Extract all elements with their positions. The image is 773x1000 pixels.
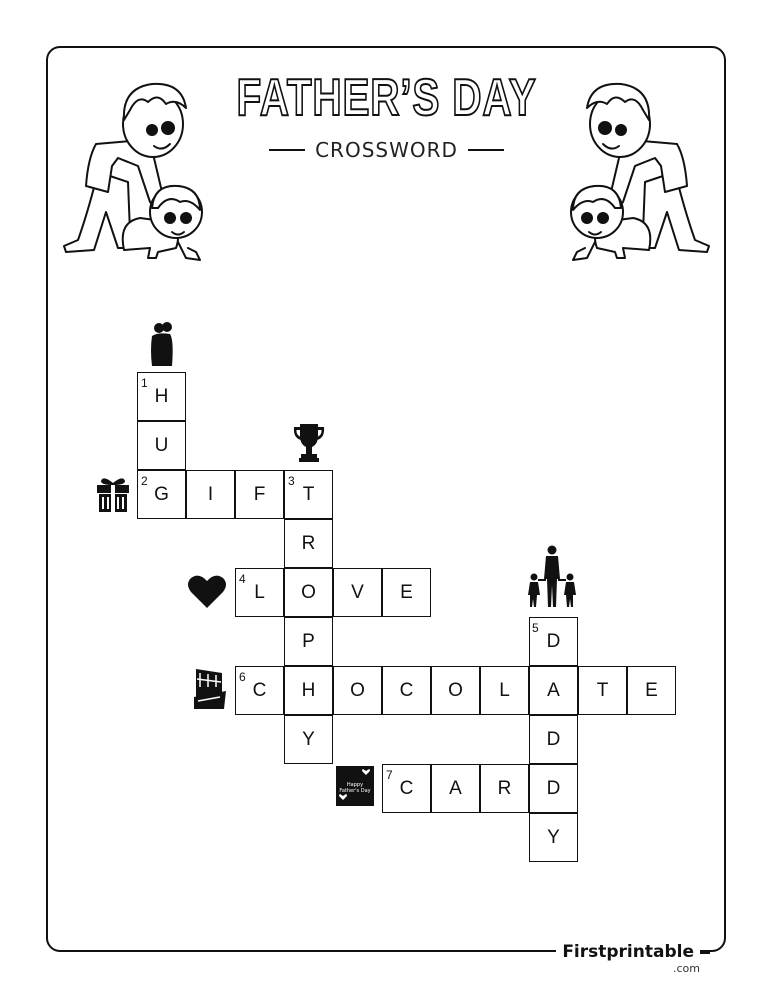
chocolate-bar-icon xyxy=(192,667,228,711)
clue-number: 6 xyxy=(239,670,246,684)
crossword-cell: V xyxy=(333,568,382,617)
brand-suffix: .com xyxy=(673,962,700,975)
gift-box-icon xyxy=(95,475,131,513)
subtitle-row xyxy=(0,138,773,162)
crossword-cell: D xyxy=(529,617,578,666)
page-subtitle: CROSSWORD xyxy=(315,138,458,162)
clue-number: 4 xyxy=(239,572,246,586)
clue-number: 7 xyxy=(386,768,393,782)
crossword-cell: R xyxy=(284,519,333,568)
crossword-cell: E xyxy=(382,568,431,617)
crossword-cell: O xyxy=(284,568,333,617)
crossword-cell: G xyxy=(137,470,186,519)
hug-silhouette-icon xyxy=(146,320,178,368)
crossword-cell: E xyxy=(627,666,676,715)
crossword-cell: H xyxy=(284,666,333,715)
crossword-cell: L xyxy=(235,568,284,617)
crossword-cell: P xyxy=(284,617,333,666)
page-title: FATHER’S DAY xyxy=(236,69,537,127)
crossword-cell: C xyxy=(382,666,431,715)
crossword-cell: O xyxy=(431,666,480,715)
crossword-cell: L xyxy=(480,666,529,715)
crossword-cell: D xyxy=(529,715,578,764)
trophy-icon xyxy=(291,422,327,464)
father-with-kids-silhouette-icon xyxy=(526,545,578,609)
clue-number: 2 xyxy=(141,474,148,488)
clue-number: 1 xyxy=(141,376,148,390)
clue-number: 3 xyxy=(288,474,295,488)
crossword-cell: O xyxy=(333,666,382,715)
heart-icon xyxy=(187,574,227,610)
crossword-cell: C xyxy=(382,764,431,813)
crossword-cell: T xyxy=(578,666,627,715)
clue-number: 5 xyxy=(532,621,539,635)
crossword-cell: Y xyxy=(284,715,333,764)
crossword-cell: T xyxy=(284,470,333,519)
crossword-cell: F xyxy=(235,470,284,519)
crossword-cell: Y xyxy=(529,813,578,862)
subtitle-rule-right xyxy=(468,149,504,151)
crossword-cell: H xyxy=(137,372,186,421)
subtitle-rule-left xyxy=(269,149,305,151)
crossword-cell: A xyxy=(431,764,480,813)
crossword-cell: R xyxy=(480,764,529,813)
card-text-line1: Happy xyxy=(346,782,364,788)
crossword-cell: A xyxy=(529,666,578,715)
brand-name: Firstprintable xyxy=(556,942,700,962)
crossword-cell: I xyxy=(186,470,235,519)
fathers-day-card-icon xyxy=(336,766,374,806)
card-text-line2: Father's Day xyxy=(339,788,371,794)
crossword-cell: D xyxy=(529,764,578,813)
crossword-cell: C xyxy=(235,666,284,715)
crossword-cell: U xyxy=(137,421,186,470)
